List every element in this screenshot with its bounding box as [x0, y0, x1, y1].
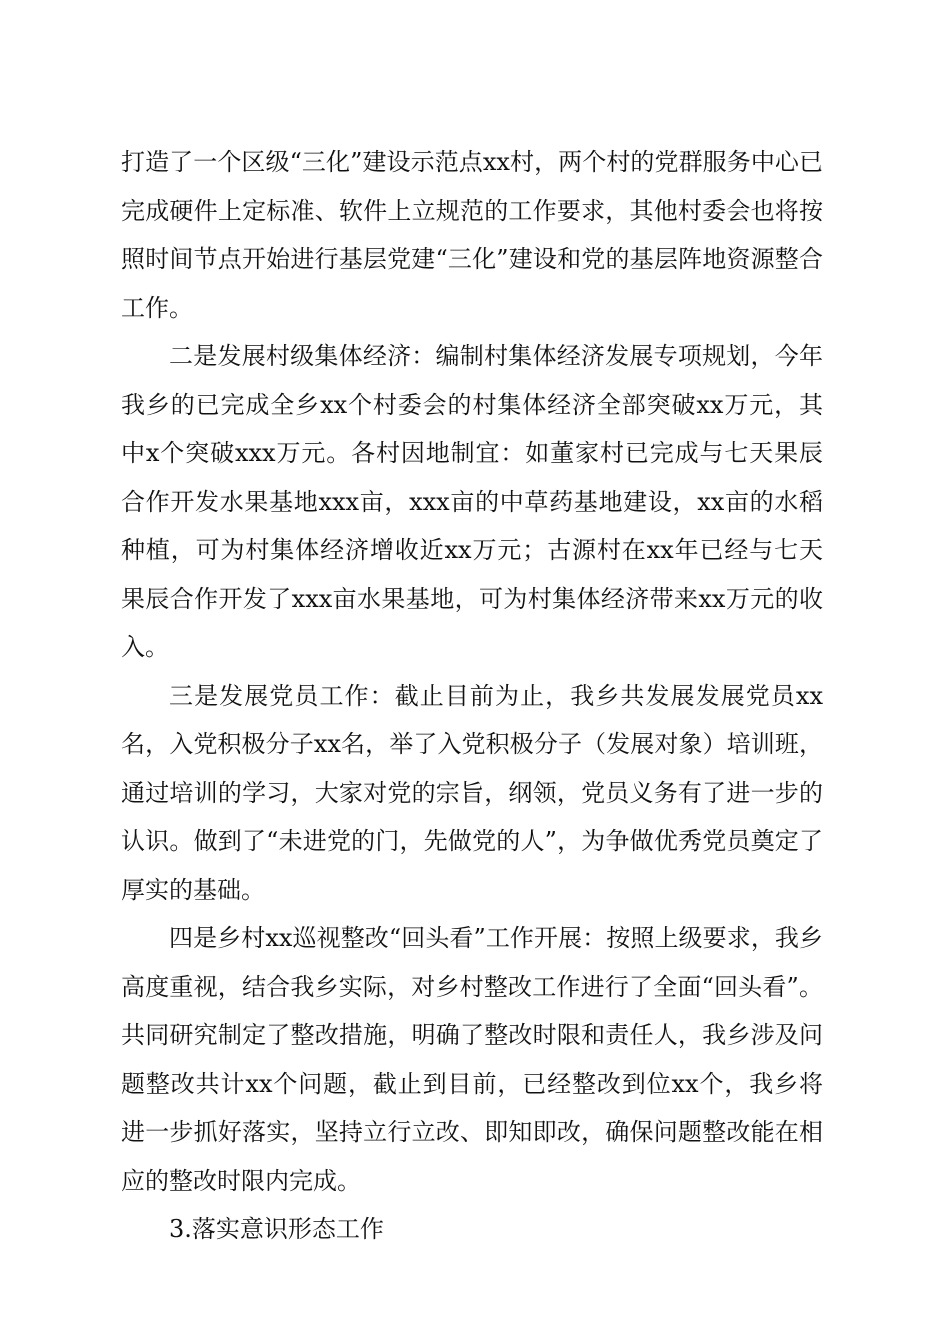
paragraph-collective-economy: 二是发展村级集体经济：编制村集体经济发展专项规划，今年我乡的已完成全乡xx个村委会的村集体经济全部突破xx万元，其中x个突破xxx万元。各村因地制宜：如董家村已完成与七天果辰合作开发水果基地xxx亩，xxx亩的中草药基地建设，xx亩的水稻种植，可为村集体经济增收近xx万元；古源村在xx年已经与七天果辰合作开发了xxx亩水果基地，可为村集体经济带来xx万元的收入。 [121, 342, 823, 661]
paragraph-party-member-development: 三是发展党员工作：截止目前为止，我乡共发展发展党员xx名，入党积极分子xx名，举了入党积极分子（发展对象）培训班，通过培训的学习，大家对党的宗旨，纲领，党员义务有了进一步的认识。做到了“未进党的门，先做党的人”，为争做优秀党员奠定了厚实的基础。 [121, 681, 823, 904]
section-heading-ideology: 3.落实意识形态工作 [169, 1215, 384, 1243]
paragraph-inspection-rectification: 四是乡村xx巡视整改“回头看”工作开展：按照上级要求，我乡高度重视，结合我乡实际，对乡村整改工作进行了全面“回头看”。共同研究制定了整改措施，明确了整改时限和责任人，我乡涉及问题整改共计xx个问题，截止到目前，已经整改到位xx个，我乡将进一步抓好落实，坚持立行立改、即知即改，确保问题整改能在相应的整改时限内完成。 [121, 924, 823, 1195]
paragraph-continuation: 打造了一个区级“三化”建设示范点xx村，两个村的党群服务中心已完成硬件上定标准、软件上立规范的工作要求，其他村委会也将按照时间节点开始进行基层党建“三化”建设和党的基层阵地资源整合工作。 [121, 148, 823, 322]
document-body [121, 138, 823, 1254]
